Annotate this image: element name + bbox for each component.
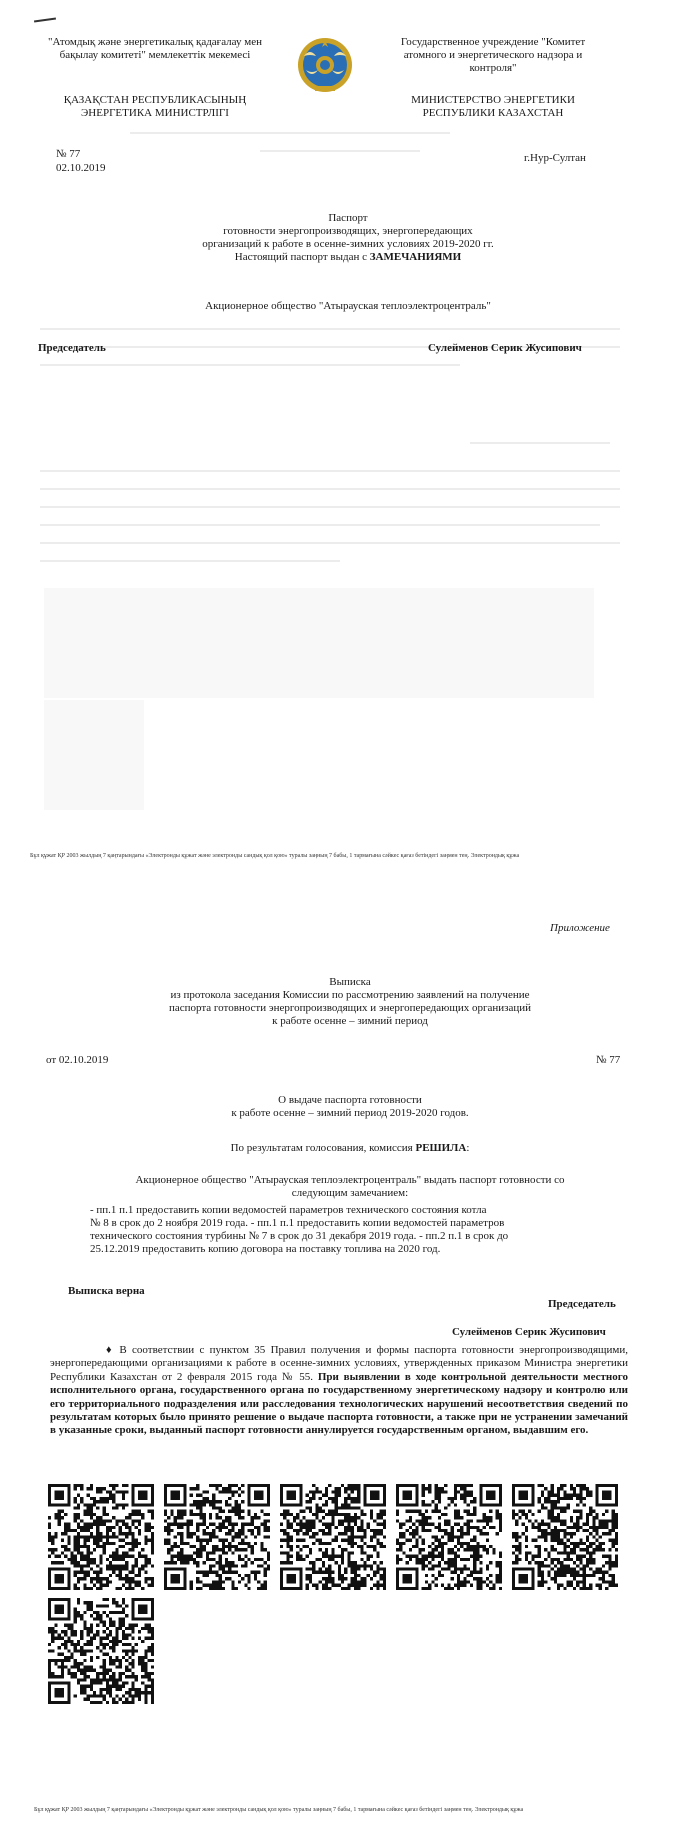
ministry-name-kz-line2: ЭНЕРГЕТИКА МИНИСТРЛІГІ (81, 107, 229, 119)
org-name-kz-line1: "Атомдық және энергетикалық қадағалау мен (48, 36, 262, 48)
remarks (90, 1204, 610, 1256)
note-bold: При выявлении в ходе контрольной деятельности местного исполнительного органа, государственного органа по государственному энергетическому надзору и контролю или его территориального подразделения или расследования технологических нарушений несоответствия сведений по результатам которых было принято решение о выдаче паспорта готовности, а также при не устранении замечаний в указанные сроки, выданный паспорт готовности аннулируется государственным органом, выдавшим его. (50, 1370, 628, 1437)
qr-code-icon (48, 1484, 154, 1590)
org-name-ru-line2: атомного и энергетического надзора и (403, 49, 583, 61)
subject-line2: к работе осенне – зимний период 2019-2020 годов. (231, 1107, 469, 1119)
vote-prefix: По результатам голосования, комиссия (230, 1142, 416, 1154)
chairman-label: Председатель (38, 342, 106, 354)
heading-line4: к работе осенне – зимний период (272, 1015, 428, 1027)
organization-name: Акционерное общество "Атырауская теплоэлектроцентраль" (205, 300, 491, 312)
org-name-ru (378, 36, 608, 75)
issued-status (98, 251, 598, 264)
extract-number: № 77 (596, 1054, 621, 1066)
bleed-through (40, 506, 620, 508)
ministry-name-kz-line1: ҚАЗАҚСТАН РЕСПУБЛИКАСЫНЫҢ (63, 94, 247, 106)
note-normal: В соответствии с пунктом 35 Правил получения и формы паспорта готовности энергопроизводящими, энергопередающими организациями к работе в осенне-зимних условиях, утвержденных приказом Министра энергетики Республики Казахстан от 2 февраля 2015 года № 55. (50, 1344, 628, 1383)
org-name-kz (30, 36, 280, 62)
bleed-through-block (44, 588, 594, 698)
vote-decision: РЕШИЛА (415, 1142, 467, 1154)
issued-prefix: Настоящий паспорт выдан с (234, 251, 370, 263)
appendix-label: Приложение (550, 922, 610, 934)
chairman-label: Председатель (548, 1298, 616, 1310)
qr-code-icon (512, 1484, 618, 1590)
heading-line3: паспорта готовности энергопроизводящих и энергопередающих организаций (168, 1002, 532, 1014)
legal-note (50, 1344, 628, 1438)
ministry-name-kz (30, 94, 280, 120)
subject (100, 1094, 600, 1120)
qr-code-icon (164, 1484, 270, 1590)
remarks-line1: - пп.1 п.1 предоставить копии ведомостей параметров технического состояния котла (90, 1204, 487, 1216)
org-name-ru-line1: Государственное учреждение "Комитет (400, 36, 586, 48)
passport-page (0, 0, 696, 880)
bleed-through-block (44, 700, 144, 810)
remarks-line3: технического состояния турбины № 7 в срок до 31 декабря 2019 года. - пп.2 п.1 в срок до (90, 1230, 509, 1242)
pen-mark (34, 17, 56, 22)
issued-status-value: ЗАМЕЧАНИЯМИ (369, 251, 462, 263)
remarks-line2: № 8 в срок до 2 ноября 2019 года. - пп.1 п.1 предоставить копии ведомостей параметров (90, 1217, 505, 1229)
page-separator (0, 880, 696, 900)
heading-line2: из протокола заседания Комиссии по рассмотрению заявлений на получение (170, 989, 530, 1001)
state-emblem-kazakhstan-icon (296, 34, 354, 96)
bleed-through (470, 442, 610, 444)
legal-footer: Бұл құжат ҚР 2003 жылдың 7 қаңтарындағы «Электронды құжат және электронды сандық қол қою» туралы заңның 7 бабы, 1 тармағына сәйкес қағаз бетіндегі заңмен тең. Электрондық құжа (30, 853, 520, 859)
bleed-through (40, 560, 340, 562)
note-bullet: ♦ (106, 1344, 120, 1356)
heading-title: Выписка (329, 976, 371, 988)
extract-date: от 02.10.2019 (46, 1054, 109, 1066)
bleed-through (40, 488, 620, 490)
chairman-name: Сулейменов Серик Жусипович (452, 1326, 606, 1338)
qr-code-icon (396, 1484, 502, 1590)
document-number: № 77 (56, 148, 81, 160)
org-name-kz-line2: бақылау комитеті" мемлекеттік мекемесі (59, 49, 251, 61)
qr-code-icon (280, 1484, 386, 1590)
subtitle-line2: организаций к работе в осенне-зимних условиях 2019-2020 гг. (202, 238, 494, 250)
vote-suffix: : (466, 1142, 470, 1154)
title-line: Паспорт (328, 212, 368, 224)
qr-code-icon (48, 1598, 154, 1704)
bleed-through (40, 328, 620, 330)
bleed-through (130, 132, 450, 134)
extract-heading (100, 976, 600, 1028)
legal-footer: Бұл құжат ҚР 2003 жылдың 7 қаңтарындағы «Электронды құжат және электронды сандық қол қою» туралы заңның 7 бабы, 1 тармағына сәйкес қағаз бетіндегі заңмен тең. Электрондық құжа (34, 1807, 524, 1813)
bleed-through (260, 150, 420, 152)
subtitle-line1: готовности энергопроизводящих, энергопередающих (223, 225, 473, 237)
decision (80, 1174, 620, 1200)
ministry-name-ru (378, 94, 608, 120)
vote-result (100, 1142, 600, 1155)
document-date: 02.10.2019 (56, 162, 106, 174)
ministry-name-ru-line2: РЕСПУБЛИКИ КАЗАХСТАН (422, 107, 564, 119)
bleed-through (40, 470, 620, 472)
subject-line1: О выдаче паспорта готовности (278, 1094, 422, 1106)
ministry-name-ru-line1: МИНИСТЕРСТВО ЭНЕРГЕТИКИ (411, 94, 575, 106)
decision-line1: Акционерное общество "Атырауская теплоэлектроцентраль" выдать паспорт готовности со (135, 1174, 565, 1186)
chairman-name: Сулейменов Серик Жусипович (428, 342, 582, 354)
bleed-through (40, 542, 620, 544)
org-name-ru-line3: контроля" (469, 62, 517, 74)
document-city: г.Нур-Султан (524, 152, 586, 164)
remarks-line4: 25.12.2019 предоставить копию договора на поставку топлива на 2020 год. (90, 1243, 441, 1255)
bleed-through (40, 364, 460, 366)
extract-correct: Выписка верна (68, 1285, 145, 1297)
protocol-extract-page (0, 900, 696, 1836)
bleed-through (40, 524, 600, 526)
decision-line2: следующим замечанием: (291, 1187, 409, 1199)
passport-title (98, 212, 598, 264)
